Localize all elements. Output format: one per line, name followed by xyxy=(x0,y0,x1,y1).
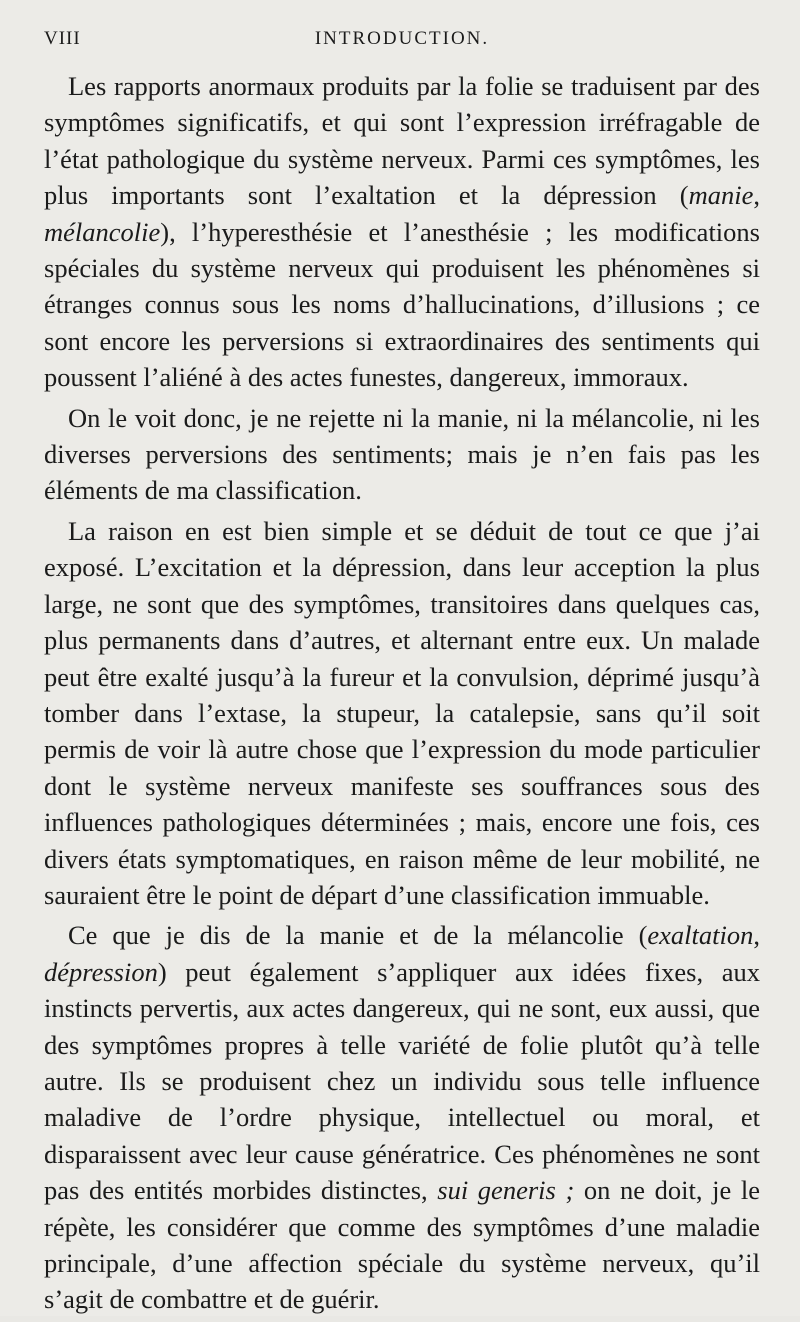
italic-text: exaltation xyxy=(647,920,754,951)
text-segment: On le voit donc, je ne rejette ni la manie, ni la mélancolie, ni les diverses perversions des sentiments; mais je n’en fais pas les éléments de ma classification. xyxy=(44,402,760,506)
italic-text: manie xyxy=(688,180,754,211)
body-text xyxy=(44,68,760,1322)
text-segment: on ne doit, je le répète, les considérer que comme des symptômes d’une maladie principale, d’une affection spéciale du système nerveux, qu’il s’agit de combattre et de guérir. xyxy=(44,1175,760,1315)
paragraph xyxy=(44,917,760,1317)
text-segment: , xyxy=(753,180,760,211)
text-segment: ), l’hyperesthésie et l’anesthésie ; les modifications spéciales du système nerveux qui produisent les phénomènes si étranges connus sous les noms d’hallucinations, d’illusions ; ce sont encore les perversions si extraordinaires des sentiments qui poussent l’aliéné à des actes funestes, dangereux, immoraux. xyxy=(44,216,760,393)
italic-text: mélancolie xyxy=(44,216,161,247)
paragraph xyxy=(44,513,760,913)
page-number: VIII xyxy=(44,28,81,49)
italic-text: dépression xyxy=(44,956,158,987)
text-segment: Les rapports anormaux produits par la folie se traduisent par des symptômes significatifs, et qui sont l’expression irréfragable de l’état pathologique du système nerveux. Parmi ces symptômes, les plus importants sont l’exaltation et la dépression ( xyxy=(44,71,760,211)
italic-text: sui generis ; xyxy=(437,1175,575,1206)
text-segment: ) peut également s’appliquer aux idées fixes, aux instincts pervertis, aux actes dangereux, qui ne sont, eux aussi, que des symptômes propres à telle variété de folie plutôt qu’à telle autre. Ils se produisent chez un individu sous telle influence maladive de l’ordre physique, intellectuel ou moral, et disparaissent avec leur cause génératrice. Ces phénomènes ne sont pas des entités morbides distinctes, xyxy=(44,956,760,1206)
text-segment: , xyxy=(753,920,760,951)
paragraph xyxy=(44,400,760,509)
running-title: INTRODUCTION. xyxy=(314,28,490,49)
text-segment: La raison en est bien simple et se déduit de tout ce que j’ai exposé. L’excitation et la dépression, dans leur acception la plus large, ne sont que des symptômes, transitoires dans quelques cas, plus permanents dans d’autres, et alternant entre eux. Un malade peut être exalté jusqu’à la fureur et la convulsion, déprimé jusqu’à tomber dans l’extase, la stupeur, la catalepsie, sans qu’il soit permis de voir là autre chose que l’expression du mode particulier dont le système nerveux manifeste ses souffrances sous des influences pathologiques déterminées ; mais, encore une fois, ces divers états symptomatiques, en raison même de leur mobilité, ne sauraient être le point de départ d’une classification immuable. xyxy=(44,515,760,910)
paragraph xyxy=(44,68,760,396)
text-segment: Ce que je dis de la manie et de la mélancolie ( xyxy=(68,920,648,951)
running-head xyxy=(44,28,760,58)
